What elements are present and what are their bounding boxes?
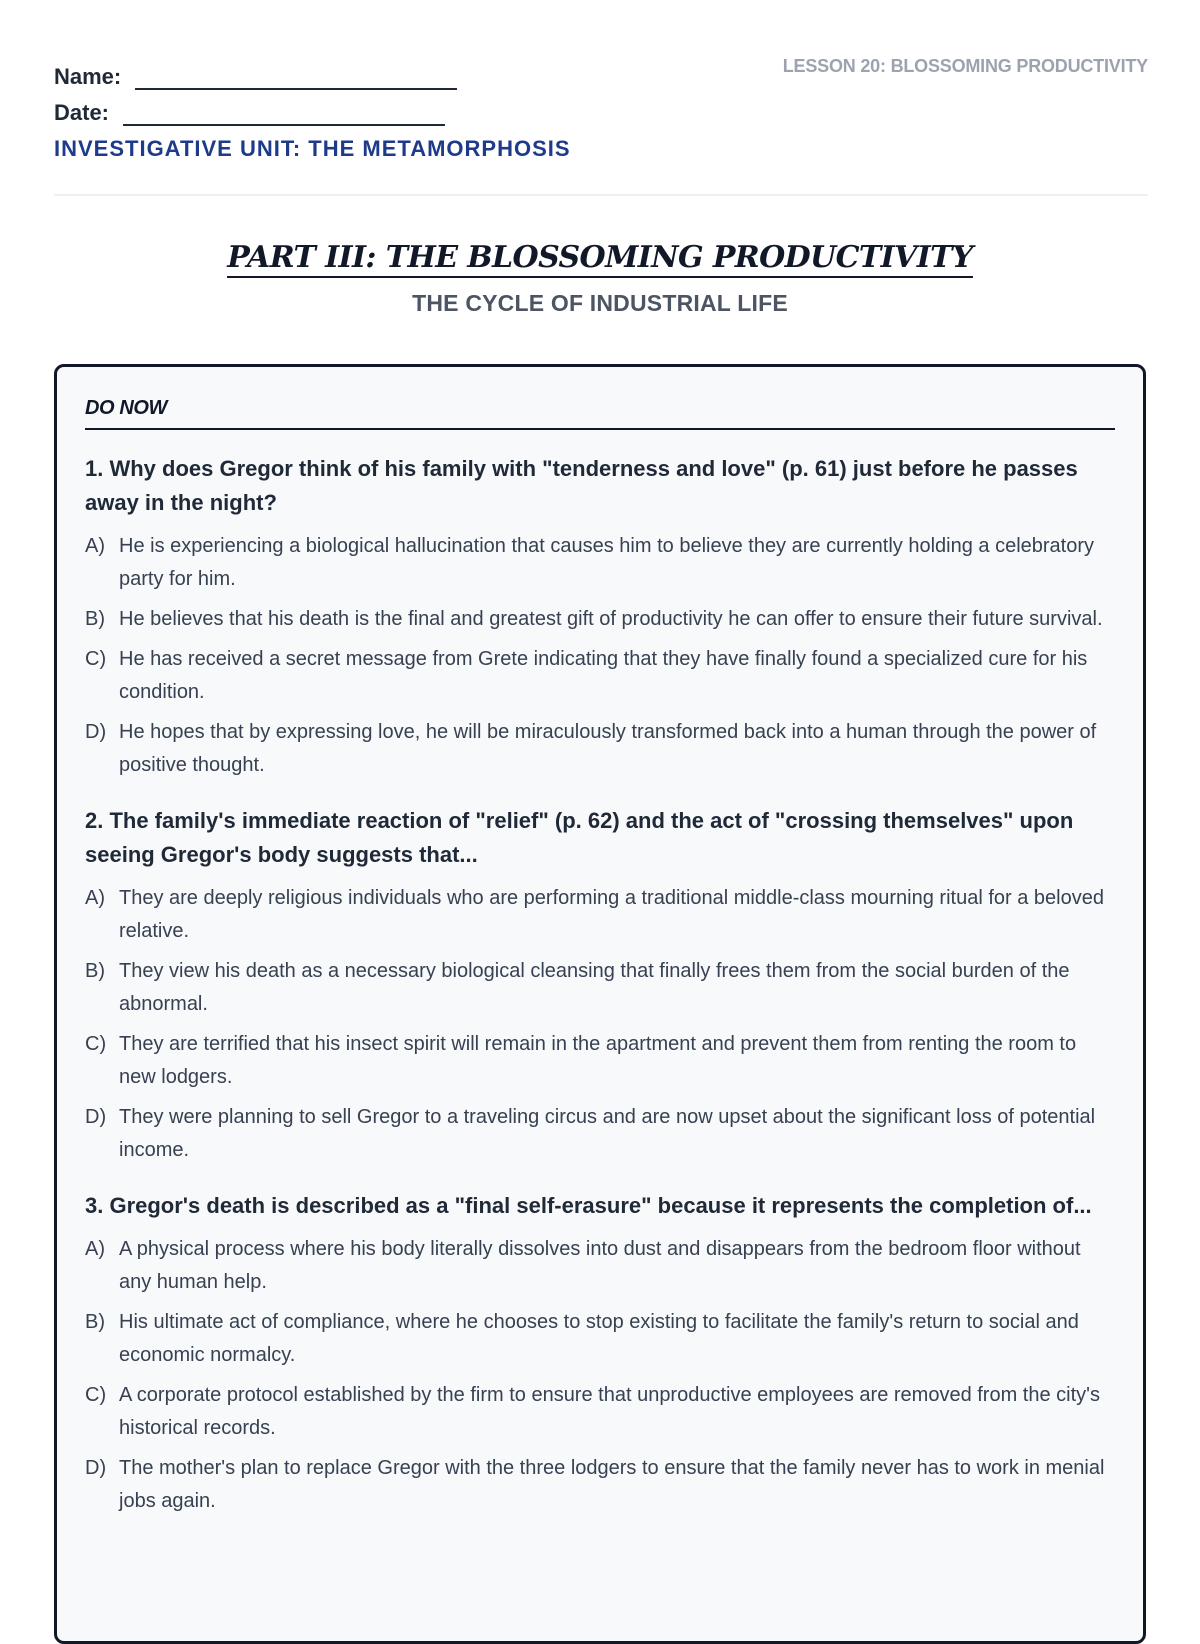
date-field-row (54, 90, 1148, 126)
choice-text: His ultimate act of compliance, where he chooses to stop existing to facilitate the family's return to social and economic normalcy. (119, 1311, 1079, 1366)
choice-c[interactable] (85, 643, 1115, 709)
choice-letter: B) (85, 960, 105, 982)
choice-d[interactable] (85, 716, 1115, 782)
date-input-line[interactable] (123, 96, 445, 126)
choice-letter: A) (85, 887, 105, 909)
question-2 (85, 804, 1115, 1167)
choice-d[interactable] (85, 1452, 1115, 1518)
choice-text: A physical process where his body literally dissolves into dust and disappears from the bedroom floor without any human help. (119, 1238, 1081, 1293)
page-subtitle: THE CYCLE OF INDUSTRIAL LIFE (412, 290, 788, 316)
unit-title: INVESTIGATIVE UNIT: THE METAMORPHOSIS (54, 136, 571, 161)
choice-b[interactable] (85, 1306, 1115, 1372)
header-divider (54, 194, 1148, 196)
worksheet-header (54, 54, 1148, 162)
choice-letter: B) (85, 1311, 105, 1333)
question-3 (85, 1189, 1115, 1518)
choice-c[interactable] (85, 1379, 1115, 1445)
choice-a[interactable] (85, 882, 1115, 948)
choice-text: They are terrified that his insect spirit will remain in the apartment and prevent them from renting the room to new lodgers. (119, 1033, 1077, 1088)
do-now-label: DO NOW (85, 397, 1115, 430)
name-input-line[interactable] (135, 60, 457, 90)
question-text: 1. Why does Gregor think of his family with "tenderness and love" (p. 61) just before he passes away in the night? (85, 456, 1078, 515)
question-text: 2. The family's immediate reaction of "relief" (p. 62) and the act of "crossing themselves" upon seeing Gregor's body suggests that... (85, 808, 1074, 867)
choice-a[interactable] (85, 530, 1115, 596)
choice-text: They were planning to sell Gregor to a traveling circus and are now upset about the significant loss of potential income. (119, 1106, 1096, 1161)
choice-c[interactable] (85, 1028, 1115, 1094)
choice-text: They are deeply religious individuals who are performing a traditional middle-class mourning ritual for a beloved relative. (119, 887, 1104, 942)
choice-letter: A) (85, 1238, 105, 1260)
choice-text: He hopes that by expressing love, he will be miraculously transformed back into a human through the power of positive thought. (119, 721, 1097, 776)
choice-letter: D) (85, 1457, 107, 1479)
choice-b[interactable] (85, 955, 1115, 1021)
choice-a[interactable] (85, 1233, 1115, 1299)
question-1 (85, 452, 1115, 782)
choice-letter: D) (85, 1106, 107, 1128)
question-text: 3. Gregor's death is described as a "final self-erasure" because it represents the completion of... (85, 1193, 1092, 1218)
choice-letter: C) (85, 1033, 107, 1055)
name-label: Name: (54, 64, 122, 89)
title-block (0, 240, 1200, 317)
choice-letter: C) (85, 1384, 107, 1406)
choice-letter: B) (85, 608, 105, 630)
lesson-tag: LESSON 20: BLOSSOMING PRODUCTIVITY (782, 56, 1148, 76)
choice-letter: A) (85, 535, 105, 557)
choice-text: He is experiencing a biological hallucination that causes him to believe they are currently holding a celebratory party for him. (119, 535, 1094, 590)
choice-text: They view his death as a necessary biological cleansing that finally frees them from the social burden of the abnormal. (119, 960, 1070, 1015)
choice-letter: C) (85, 648, 107, 670)
choice-text: A corporate protocol established by the firm to ensure that unproductive employees are removed from the city's historical records. (119, 1384, 1100, 1439)
date-label: Date: (54, 100, 110, 125)
choice-text: He has received a secret message from Grete indicating that they have finally found a specialized cure for his condition. (119, 648, 1088, 703)
choice-letter: D) (85, 721, 107, 743)
choice-text: The mother's plan to replace Gregor with the three lodgers to ensure that the family never has to work in menial jobs again. (119, 1457, 1105, 1512)
choice-d[interactable] (85, 1101, 1115, 1167)
page-title: PART III: THE BLOSSOMING PRODUCTIVITY (227, 240, 972, 278)
choice-text: He believes that his death is the final and greatest gift of productivity he can offer to ensure their future survival. (119, 608, 1103, 630)
choice-b[interactable] (85, 603, 1115, 636)
do-now-box (54, 364, 1146, 1644)
